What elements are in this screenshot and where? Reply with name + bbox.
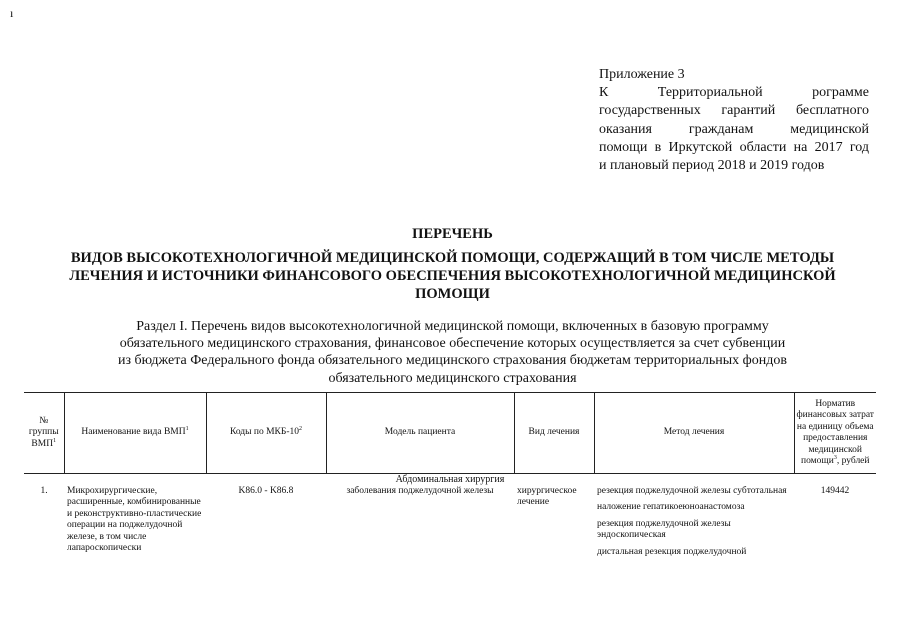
header-mkb-codes: Коды по МКБ-$10^2$ xyxy=(206,393,326,474)
appendix-header xyxy=(599,66,869,175)
row-treatment-methods xyxy=(594,486,794,564)
appendix-line-2: К Территориальной рограмме xyxy=(599,85,869,101)
appendix-line-6: и плановый период 2018 и 2019 годов xyxy=(599,158,825,174)
scan-mark: ı xyxy=(10,6,14,20)
header-patient-model: Модель пациента xyxy=(326,393,514,474)
row-number: 1. xyxy=(40,485,48,496)
section-line-1: Раздел I. Перечень видов высокотехнологичной медицинской помощи, включенных в базовую программу xyxy=(136,319,769,334)
section-line-4: обязательного медицинского страхования xyxy=(328,370,577,386)
section-abdominal-surgery: Абдоминальная хирургия xyxy=(395,474,505,485)
section-line-2: обязательного медицинского страхования, финансовое обеспечение которых осуществляется за счет субвенции xyxy=(119,336,786,352)
row-patient-model: заболевания поджелудочной железы xyxy=(346,485,494,496)
table-header-row xyxy=(24,393,876,474)
title-sub: ВИДОВ ВЫСОКОТЕХНОЛОГИЧНОЙ МЕДИЦИНСКОЙ ПОМОЩИ, СОДЕРЖАЩИЙ В ТОМ ЧИСЛЕ МЕТОДЫ ЛЕЧЕНИЯ И ИСТОЧНИКИ ФИНАНСОВОГО ОБЕСПЕЧЕНИЯ ВЫСОКОТЕХНОЛОГИЧНОЙ МЕДИЦИНСКОЙ ПОМОЩИ xyxy=(69,250,836,302)
appendix-line-4: оказания гражданам медицинской xyxy=(599,121,869,137)
row-treatment-type: хирургическое лечение xyxy=(517,485,577,507)
appendix-number: Приложение 3 xyxy=(599,67,685,82)
document-title xyxy=(40,225,865,303)
header-treatment-type: Вид лечения xyxy=(514,393,594,474)
appendix-line-5: помощи в Иркутской области на 2017 год xyxy=(599,139,869,155)
title-main: ПЕРЕЧЕНЬ xyxy=(412,226,493,242)
appendix-line-3: государственных гарантий бесплатного xyxy=(599,103,869,119)
method-item: резекция поджелудочной железы субтотальная xyxy=(597,485,787,496)
row-vmp-name: Микрохирургические, расширенные, комбинированные и реконструктивно-пластические операции на поджелудочной железе, в том числе лапароскопически xyxy=(67,485,202,553)
header-treatment-method: Метод лечения xyxy=(594,393,794,474)
row-norm-cost: 149442 xyxy=(820,485,850,496)
table-row xyxy=(24,486,876,564)
method-item: наложение гепатикоеюноанастомоза xyxy=(597,502,745,512)
method-item: резекция поджелудочной железы эндоскопическая xyxy=(597,518,731,540)
section-heading xyxy=(40,318,865,387)
section-line-3: из бюджета Федерального фонда обязательного медицинского страхования бюджетам территориальных фондов xyxy=(118,353,787,369)
row-mkb-codes: K86.0 - K86.8 xyxy=(238,485,294,496)
table-section-row xyxy=(24,474,876,486)
header-vmp-name: Наименование вида ВМП$^1$ xyxy=(64,393,206,474)
header-norm-cost: Норматив финансовых затрат на единицу объема предоставления медицинской помощи$^3$, рублей xyxy=(794,393,876,474)
header-group-no: № группы ВМП$^1$ xyxy=(24,393,64,474)
method-item: дистальная резекция поджелудочной xyxy=(597,546,747,557)
vmp-table xyxy=(24,392,876,563)
